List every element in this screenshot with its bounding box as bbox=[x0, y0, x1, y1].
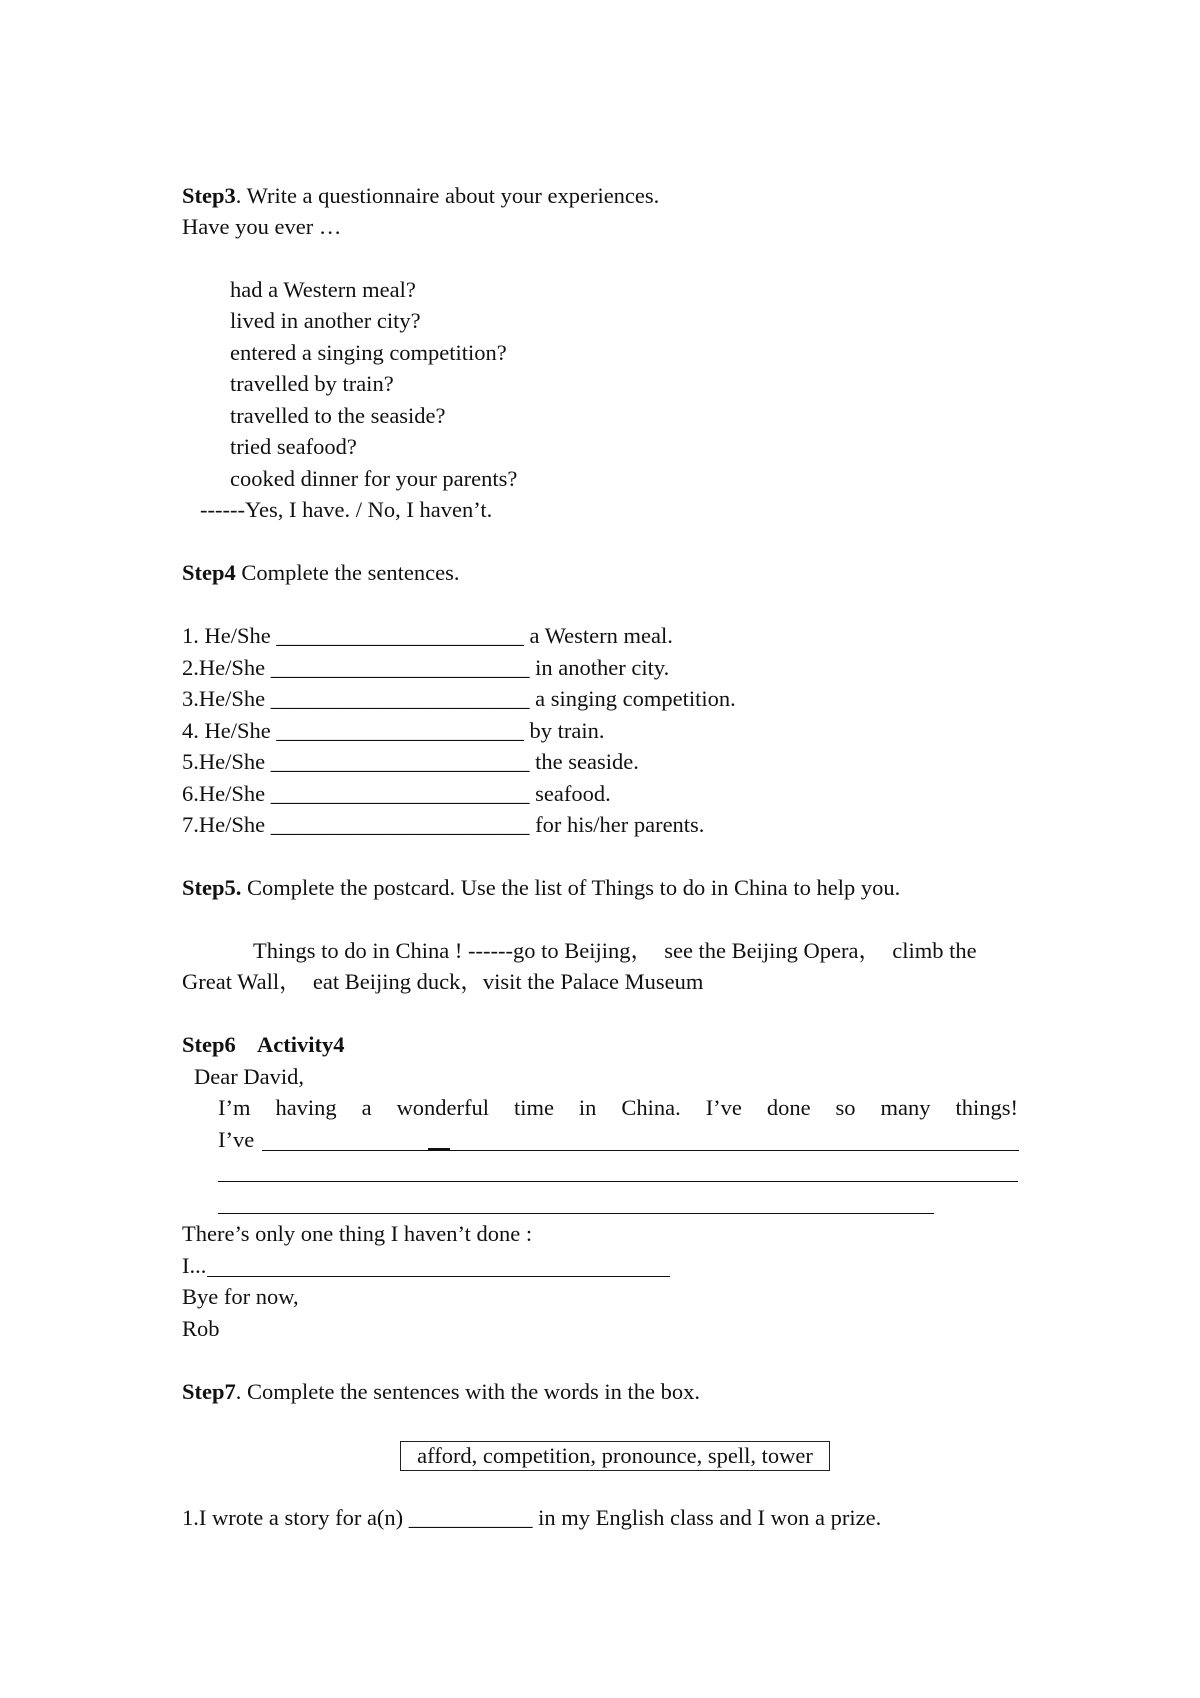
letter-word: China. bbox=[621, 1095, 681, 1120]
letter-word: in bbox=[578, 1095, 597, 1120]
step3-heading bbox=[182, 182, 659, 210]
letter-i-start: I... bbox=[182, 1253, 207, 1278]
sentence-item: 2.He/She _______________________ in another city. bbox=[182, 655, 670, 680]
step3-prompt: Have you ever … bbox=[182, 214, 342, 239]
letter-word: time bbox=[513, 1095, 554, 1120]
letter-word: a bbox=[361, 1095, 372, 1120]
letter-word: having bbox=[275, 1095, 337, 1120]
step6-label: Step6 Activity4 bbox=[182, 1032, 345, 1057]
step5-label: Step5. bbox=[182, 875, 242, 900]
sentence-item: 4. He/She ______________________ by train. bbox=[182, 718, 605, 743]
sentence-item: 5.He/She _______________________ the seaside. bbox=[182, 749, 639, 774]
writing-line bbox=[218, 1181, 1018, 1182]
step4-instruction: Complete the sentences. bbox=[235, 560, 460, 585]
letter-only-one: There’s only one thing I haven’t done : bbox=[182, 1221, 533, 1246]
question-item: lived in another city? bbox=[230, 308, 421, 333]
sentence-item: 1. He/She ______________________ a Western meal. bbox=[182, 623, 673, 648]
writing-line bbox=[218, 1213, 934, 1214]
question-item: travelled by train? bbox=[230, 371, 394, 396]
step7-sentence: 1.I wrote a story for a(n) ___________ in my English class and I won a prize. bbox=[182, 1505, 882, 1530]
writing-line bbox=[262, 1150, 1019, 1151]
question-item: had a Western meal? bbox=[230, 277, 416, 302]
things-to-do-line-2: Great Wall， eat Beijing duck，visit the Palace Museum bbox=[182, 969, 704, 994]
writing-line-mark bbox=[428, 1148, 450, 1150]
question-item: tried seafood? bbox=[230, 434, 357, 459]
step5-heading bbox=[182, 874, 900, 902]
letter-ive: I’ve bbox=[218, 1127, 255, 1152]
letter-greeting: Dear David, bbox=[194, 1064, 304, 1089]
question-item: entered a singing competition? bbox=[230, 340, 507, 365]
sentence-item: 7.He/She _______________________ for his/her parents. bbox=[182, 812, 705, 837]
word-box: afford, competition, pronounce, spell, tower bbox=[400, 1441, 830, 1471]
letter-word: wonderful bbox=[396, 1095, 490, 1120]
step5-instruction: Complete the postcard. Use the list of Things to do in China to help you. bbox=[241, 875, 901, 900]
step3-instruction: . Write a questionnaire about your experiences. bbox=[235, 183, 660, 208]
sentence-item: 6.He/She _______________________ seafood. bbox=[182, 781, 611, 806]
step7-label: Step7 bbox=[182, 1379, 236, 1404]
letter-word: so bbox=[835, 1095, 856, 1120]
letter-word: things! bbox=[955, 1095, 1018, 1120]
step7-instruction: . Complete the sentences with the words in the box. bbox=[235, 1379, 701, 1404]
letter-word: many bbox=[880, 1095, 931, 1120]
question-item: cooked dinner for your parents? bbox=[230, 466, 518, 491]
step7-heading bbox=[182, 1378, 700, 1406]
things-to-do-line-1: Things to do in China ! ------go to Beijing， see the Beijing Opera， climb the bbox=[253, 938, 977, 963]
step6-heading bbox=[182, 1031, 345, 1059]
step4-heading bbox=[182, 559, 459, 587]
letter-word: I’m bbox=[218, 1095, 251, 1120]
step3-label: Step3 bbox=[182, 183, 236, 208]
letter-signature: Rob bbox=[182, 1316, 220, 1341]
letter-first-line bbox=[218, 1094, 1018, 1122]
writing-line bbox=[207, 1276, 670, 1277]
letter-word: done bbox=[766, 1095, 811, 1120]
letter-word: I’ve bbox=[705, 1095, 742, 1120]
letter-closing: Bye for now, bbox=[182, 1284, 299, 1309]
step4-label: Step4 bbox=[182, 560, 236, 585]
sentence-item: 3.He/She _______________________ a singing competition. bbox=[182, 686, 736, 711]
step3-answer: ------Yes, I have. / No, I haven’t. bbox=[200, 497, 493, 522]
question-item: travelled to the seaside? bbox=[230, 403, 446, 428]
